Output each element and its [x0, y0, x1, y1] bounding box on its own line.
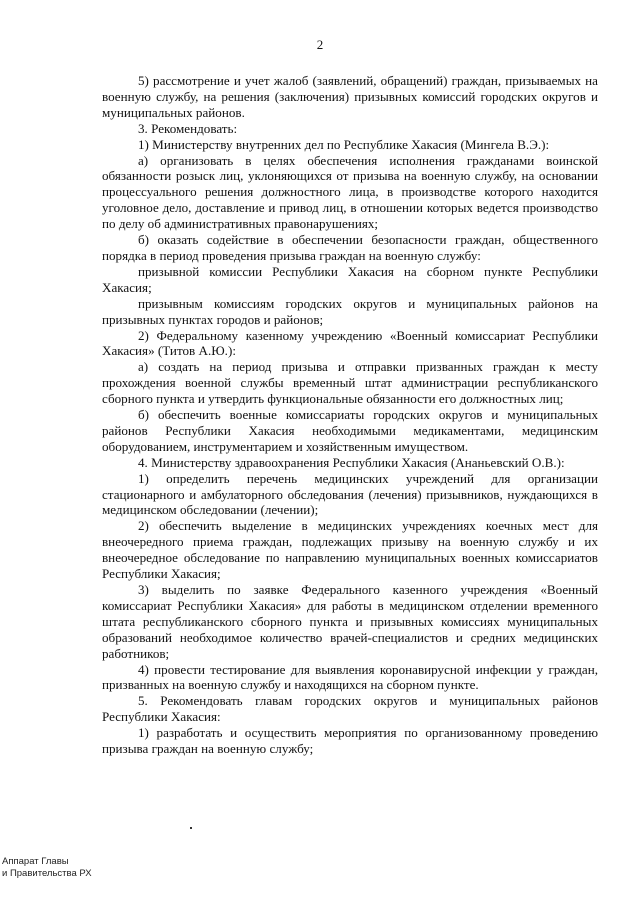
paragraph: 1) Министерству внутренних дел по Республике Хакасия (Мингела В.Э.): — [138, 136, 550, 152]
paragraph: а) создать на период призыва и отправки призванных граждан к месту прохождения военной службы временный штат администрации республиканского сборного пункта и утвердить функциональные обязанности его должностных лиц; — [102, 359, 598, 407]
paragraph: 2) обеспечить выделение в медицинских учреждениях коечных мест для внеочередного приема граждан, подлежащих призыву на военную службу и их внеочередное обследование по направлению муниципальных военных комиссариатов Республики Хакасия; — [102, 518, 598, 582]
paragraph: 2) Федеральному казенному учреждению «Военный комиссариат Республики Хакасия» (Титов А.Ю.): — [102, 327, 598, 359]
paragraph: 5. Рекомендовать главам городских округов и муниципальных районов Республики Хакасия: — [102, 693, 598, 725]
paragraph: а) организовать в целях обеспечения исполнения гражданами воинской обязанности розыск лиц, уклоняющихся от призыва на военную службу, на основании процессуального решения должностного лица, в производстве которого находится уголовное дело, доставление и привод лиц, в отношении которых ведется производство по делу об административных правонарушениях; — [102, 152, 598, 232]
paragraph: б) оказать содействие в обеспечении безопасности граждан, общественного порядка в период проведения призыва граждан на военную службу: — [102, 232, 598, 263]
footer-stamp — [2, 856, 92, 880]
paragraph: призывной комиссии Республики Хакасия на сборном пункте Республики Хакасия; — [102, 263, 598, 295]
paragraph: 4. Министерству здравоохранения Республики Хакасия (Ананьевский О.В.): — [138, 454, 565, 470]
document-body — [102, 73, 598, 757]
paragraph: 4) провести тестирование для выявления коронавирусной инфекции у граждан, призванных на военную службу и находящихся на сборном пункте. — [102, 661, 598, 693]
paragraph: 1) разработать и осуществить мероприятия по организованному проведению призыва граждан на военную службу; — [102, 725, 598, 757]
paragraph: 5) рассмотрение и учет жалоб (заявлений, обращений) граждан, призываемых на военную службу, на решения (заключения) призывных комиссий городских округов и муниципальных районов. — [102, 73, 598, 120]
footer-line: Аппарат Главы — [2, 856, 69, 867]
scan-speck — [190, 827, 192, 829]
paragraph: призывным комиссиям городских округов и муниципальных районов на призывных пунктах городов и районов; — [102, 295, 598, 327]
paragraph: б) обеспечить военные комиссариаты городских округов и муниципальных районов Республики Хакасия необходимыми медикаментами, медицинским оборудованием, инструментарием и хозяйственным имуществом. — [102, 407, 598, 454]
page-number: 2 — [316, 37, 324, 52]
paragraph: 1) определить перечень медицинских учреждений для организации стационарного и амбулаторного обследования (лечения) призывников, нуждающихся в медицинском обследовании (лечении); — [102, 470, 598, 518]
paragraph: 3) выделить по заявке Федерального казенного учреждения «Военный комиссариат Республики Хакасия» для работы в медицинском отделении временного штата республиканского сборного пункта и призывных комиссиях муниципальных образований необходимое количество врачей-специалистов и средних медицинских работников; — [102, 582, 598, 661]
footer-line: и Правительства РХ — [2, 868, 92, 879]
paragraph: 3. Рекомендовать: — [138, 120, 238, 136]
